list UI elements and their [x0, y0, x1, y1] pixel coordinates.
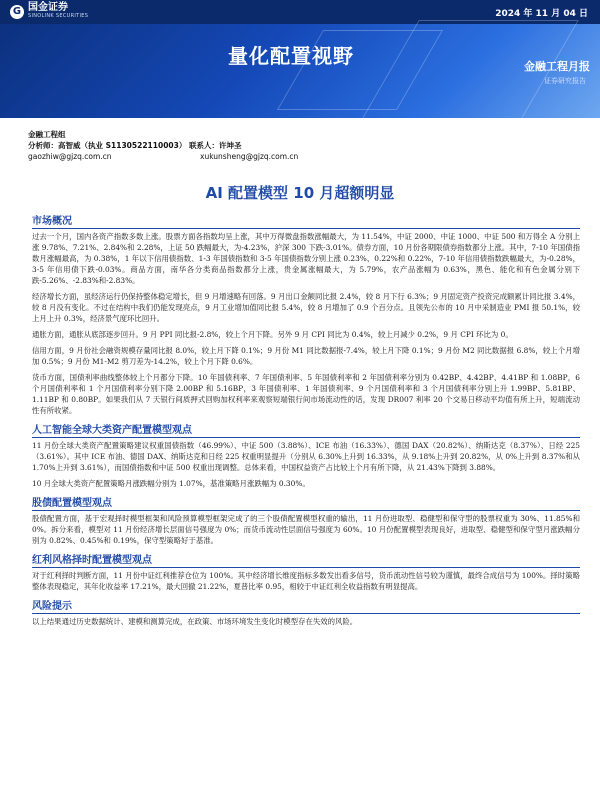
section-paragraph: 对于红利择时判断方面，11 月份中证红利推荐仓位为 100%。其中经济增长维度指标多数发出看多信号，货币流动性信号较为谨慎，最终合成信号为 100%。择时策略整体表现稳定，其年化收益率 17.21%，最大回撤 21.22%，夏普比率 0.95，相较于中证红利全收益指数有明显提高。 — [32, 571, 580, 591]
company-logo — [10, 3, 88, 20]
analyst-email[interactable]: gaozhiw@gjzq.com.cn — [28, 152, 112, 161]
section-paragraph: 经济增长方面，虽经济运行仍保持整体稳定增长，但 9 月增速略有回落。9 月出口金额同比报 2.4%，较 8 月下行 6.3%；9 月固定资产投资完成额累计同比报 3.4%，较 8 月没有变化。不过在结构中我们仍能发现亮点，9 月工业增加值同比报 5.4%，较 8 月增加了 0.9 个百分点。且领先公布的 10 月中采制造业 PMI 报 50.1%，较上月上升 0.3%，经济景气度环比回升。 — [32, 292, 580, 323]
logo-name-en: SINOLINK SECURITIES — [28, 13, 89, 19]
section-heading: 人工智能全球大类资产配置模型观点 — [32, 421, 580, 438]
report-type: 金融工程月报 — [524, 60, 590, 73]
main-title: AI 配置模型 10 月超额明显 — [205, 184, 395, 202]
section-paragraph: 货币方面，国债利率曲线整体较上个月都分下降。10 年国债利率、7 年国债利率、5 年国债利率和 2 年国债利率分别为 0.42BP、4.42BP、4.41BP 和 1.08BP，6 个月国债利率和 1 个月国债利率分别下降 2.00BP 和 5.16BP，3 年国债利率、1 年国债利率、9 个月国债利率和 3 个月国债利率分别上升 1.99BP、5.81BP、1.11BP 和 0.80BP。如果我们从 7 天银行间质押式回购加权利率来观察短端银行间市场流动性的话，发现 DR007 利率 20 个交易日移动平均值有所上升，短端流动性有所收紧。 — [32, 373, 580, 415]
section-paragraph: 11 月份全球大类资产配置策略建议权重国债指数（46.99%）、中证 500（3.88%）、ICE 布油（16.33%）、德国 DAX（20.82%）、纳斯达克（8.37%）、日经 225（3.61%）。其中 ICE 布油、德国 DAX、纳斯达克和日经 225 权重明显提升（分别从 6.30%上升到 16.33%，从 9.18%上升到 20.82%，从 0%上升到 8.37%和从 1.70%上升到 3.61%），而国债指数和中证 500 权重出现调整。总体来看，中国权益资产占比较上个月有所下降，从 21.43%下降到 3.88%。 — [32, 441, 580, 472]
report-category: 证券研究报告 — [544, 77, 586, 85]
report-date: 2024 年 11 月 04 日 — [495, 9, 588, 19]
section-paragraph: 10 月全球大类资产配置策略月涨跌幅分别为 1.07%，基准策略月涨跌幅为 0.30%。 — [32, 479, 310, 488]
section-paragraph: 以上结果通过历史数据统计、建模和测算完成，在政策、市场环境发生变化时模型存在失效的风险。 — [32, 617, 358, 626]
author-info — [28, 129, 298, 162]
section-paragraph: 股债配置方面，基于宏观择时模型框架和风险预算模型框架完成了的三个股债配置模型权重的输出，11 月份进取型、稳健型和保守型的股票权重为 30%、11.85%和 0%。拆分来看，模型对 11 月份经济增长层面信号强度为 0%；而货币流动性层面信号强度为 60%。10 月份配置模型表现良好，进取型、稳健型和保守型月涨跌幅分别为 0.82%、0.45%和 0.19%，保守型策略好于基准。 — [32, 514, 580, 545]
team-name: 金融工程组 — [28, 130, 66, 139]
logo-name-cn: 国金证券 — [28, 2, 68, 13]
section-heading: 股债配置模型观点 — [32, 494, 580, 511]
section-heading: 红利风格择时配置模型观点 — [32, 551, 580, 568]
section-heading: 风险提示 — [32, 597, 580, 614]
analyst-line: 分析师：高智威（执业 S1130522110003） 联系人：许坤圣 — [28, 141, 242, 150]
contact-email[interactable]: xukunsheng@gjzq.com.cn — [200, 152, 299, 161]
section-paragraph: 通胀方面，通胀从底部逐步回升。9 月 PPI 同比报-2.8%，较上个月下降。另外 9 月 CPI 同比为 0.4%，较上月减少 0.2%，9 月 CPI 环比为 0。 — [32, 330, 513, 339]
section-paragraph: 过去一个月，国内各资产指数多数上涨。股票方面各指数均呈上涨，其中万得微盘指数涨幅最大，为 11.54%，中证 2000、中证 1000、中证 500 和万得全 A 分别上涨 9.78%、7.21%、2.84%和 2.28%，上证 50 跌幅最大，为-4.23%，沪深 300 下跌-3.01%。债券方面，10 月份各期限债券指数都分上涨。其中，7-10 年国债指数月涨幅最高，为 0.38%，1 年以下信用债指数、1-3 年国债指数和 3-5 年国债指数分别上涨 0.23%、0.22%和 0.22%，7-10 年信用债指数跌幅最大，为-0.28%，3-5 年信用债下跌-0.03%。商品方面，南华各分类商品指数都分上涨，贵金属涨幅最大，为 5.79%，农产品涨幅为 0.63%，黑色、能化和有色金属分别下跌-5.26%、-2.83%和-2.83%。 — [32, 232, 580, 285]
section-heading: 市场概况 — [32, 212, 580, 229]
header-banner — [0, 0, 600, 118]
logo-icon: G — [10, 5, 24, 19]
section-paragraph: 信用方面，9 月份社会融资规模存量同比报 8.0%，较上月下降 0.1%；9 月份 M1 同比数据报-7.4%，较上月下降 0.1%；9 月份 M2 同比数据报 6.8%，较上个月增加 0.5%；9 月份 M1-M2 剪刀差为-14.2%，较上个月下降 0.6%。 — [32, 346, 580, 366]
report-body — [32, 210, 580, 632]
report-series-title: 量化配置视野 — [228, 44, 354, 68]
